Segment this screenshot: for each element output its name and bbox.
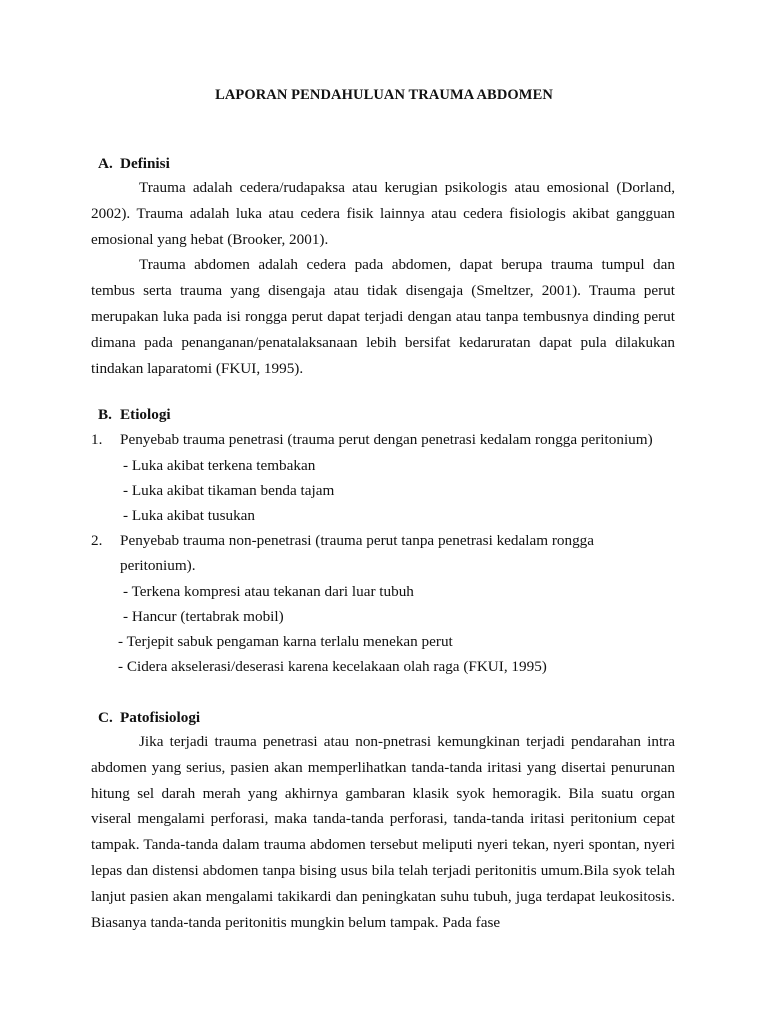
etiologi-item-2 [91, 532, 594, 550]
etiologi-item-2-continuation: peritonium). [120, 557, 196, 574]
etiologi-subitem: - Terjepit sabuk pengaman karna terlalu menekan perut [118, 633, 453, 650]
section-c-heading [98, 709, 200, 727]
etiologi-subitem: - Luka akibat terkena tembakan [123, 457, 316, 474]
section-a-body [91, 175, 675, 381]
etiologi-item-2-number: 2. [91, 532, 103, 549]
etiologi-subitem: - Terkena kompresi atau tekanan dari luar tubuh [123, 583, 414, 600]
section-b-title: Etiologi [120, 406, 171, 423]
section-a-letter: A. [98, 155, 113, 172]
section-c-letter: C. [98, 709, 113, 726]
document-title: LAPORAN PENDAHULUAN TRAUMA ABDOMEN [215, 87, 553, 103]
patofisiologi-paragraph: Jika terjadi trauma penetrasi atau non-pnetrasi kemungkinan terjadi pendarahan intra abdomen yang serius, pasien akan memperlihatkan tanda-tanda iritasi yang disertai penurunan hitung sel darah merah yang akhirnya gambaran klasik syok hemoragik. Bila suatu organ viseral mengalami perforasi, maka tanda-tanda perforasi, tanda-tanda iritasi peritonium cepat tampak. Tanda-tanda dalam trauma abdomen tersebut meliputi nyeri tekan, nyeri spontan, nyeri lepas dan distensi abdomen tanpa bising usus bila telah terjadi peritonitis umum.Bila syok telah lanjut pasien akan mengalami takikardi dan peningkatan suhu tubuh, juga terdapat leukositosis. Biasanya tanda-tanda peritonitis mungkin belum tampak. Pada fase [91, 733, 675, 931]
etiologi-item-1-number: 1. [91, 431, 103, 448]
definisi-paragraph-1: Trauma adalah cedera/rudapaksa atau kerugian psikologis atau emosional (Dorland, 2002). Trauma adalah luka atau cedera fisik lainnya atau cedera fisiologis akibat gangguan emosional yang hebat (Brooker, 2001). [91, 179, 675, 248]
section-b-letter: B. [98, 406, 112, 423]
definisi-paragraph-2: Trauma abdomen adalah cedera pada abdomen, dapat berupa trauma tumpul dan tembus serta trauma yang disengaja atau tidak disengaja (Smeltzer, 2001). Trauma perut merupakan luka pada isi rongga perut dapat terjadi dengan atau tanpa tembusnya dinding perut dimana pada penanganan/penatalaksanaan lebih bersifat kedaruratan dapat pula dilakukan tindakan laparatomi (FKUI, 1995). [91, 256, 675, 377]
section-a-title: Definisi [120, 155, 170, 172]
etiologi-item-1 [91, 431, 653, 449]
section-c-title: Patofisiologi [120, 709, 201, 726]
etiologi-subitem: - Luka akibat tikaman benda tajam [123, 482, 335, 499]
etiologi-item-2-text: Penyebab trauma non-penetrasi (trauma perut tanpa penetrasi kedalam rongga [120, 532, 594, 549]
etiologi-subitem: - Hancur (tertabrak mobil) [123, 608, 284, 625]
section-a-heading [98, 155, 170, 173]
section-b-heading [98, 406, 171, 424]
section-c-body [91, 729, 675, 935]
etiologi-item-1-text: Penyebab trauma penetrasi (trauma perut dengan penetrasi kedalam rongga peritonium) [120, 431, 653, 448]
etiologi-subitem: - Luka akibat tusukan [123, 507, 256, 524]
etiologi-subitem: - Cidera akselerasi/deserasi karena kecelakaan olah raga (FKUI, 1995) [118, 658, 547, 675]
